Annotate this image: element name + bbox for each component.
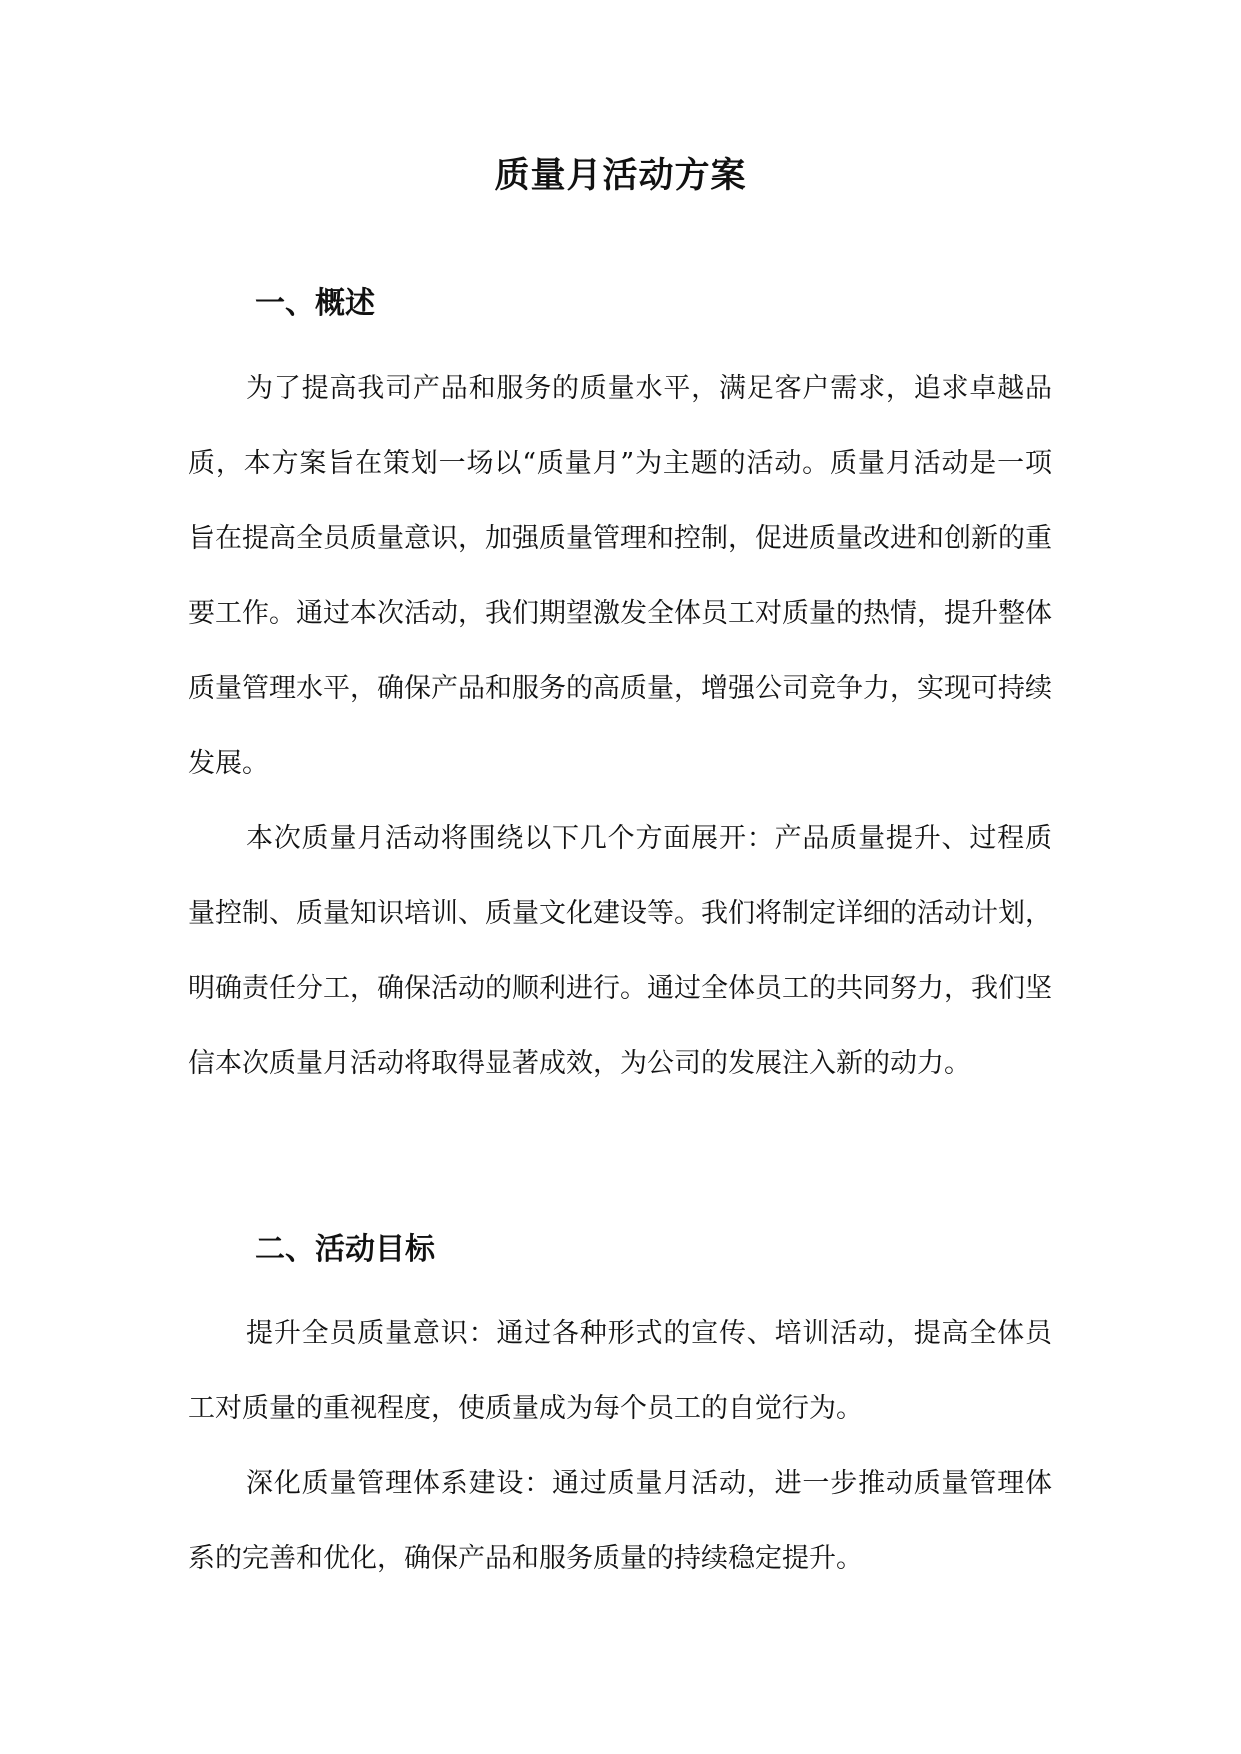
goals-paragraph-2: 深化质量管理体系建设：通过质量月活动，进一步推动质量管理体系的完善和优化，确保产品和服务质量的持续稳定提升。 [188, 1468, 1052, 1574]
document-title: 质量月活动方案 [494, 155, 747, 196]
overview-paragraph-2: 本次质量月活动将围绕以下几个方面展开：产品质量提升、过程质量控制、质量知识培训、质量文化建设等。我们将制定详细的活动计划，明确责任分工，确保活动的顺利进行。通过全体员工的共同努力，我们坚信本次质量月活动将取得显著成效，为公司的发展注入新的动力。 [188, 823, 1052, 1079]
overview-paragraph-1: 为了提高我司产品和服务的质量水平，满足客户需求，追求卓越品质，本方案旨在策划一场以“质量月”为主题的活动。质量月活动是一项旨在提高全员质量意识，加强质量管理和控制，促进质量改进和创新的重要工作。通过本次活动，我们期望激发全体员工对质量的热情，提升整体质量管理水平，确保产品和服务的高质量，增强公司竞争力，实现可持续发展。 [188, 373, 1052, 779]
goals-paragraph-1: 提升全员质量意识：通过各种形式的宣传、培训活动，提高全体员工对质量的重视程度，使质量成为每个员工的自觉行为。 [188, 1318, 1052, 1424]
section-heading-overview: 一、概述 [255, 286, 375, 321]
section-heading-goals: 二、活动目标 [255, 1232, 435, 1267]
